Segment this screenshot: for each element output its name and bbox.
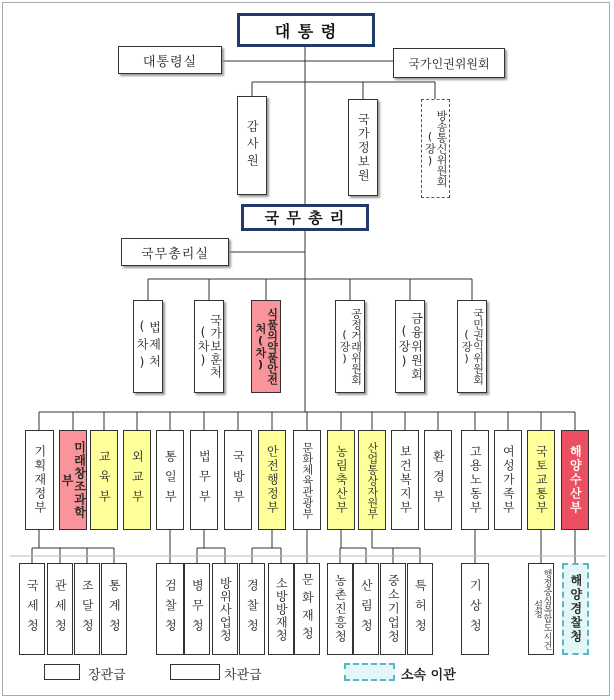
agency-prosecution: 검찰청 xyxy=(156,563,184,655)
legend-minister-label: 장관급 xyxy=(88,668,126,683)
pm-office-box: 국무총리실 xyxy=(121,238,229,266)
agency-rural-development: 농촌진흥청 xyxy=(327,563,353,655)
ministry-environment: 환경부 xyxy=(424,430,452,530)
president-office-box: 대통령실 xyxy=(118,46,222,74)
legislation-ministry-box: 법제처(차) xyxy=(133,300,163,393)
ministry-employment-labor: 고용노동부 xyxy=(461,430,489,530)
veterans-ministry-box: 국가보훈처(차) xyxy=(194,300,224,393)
agency-statistics: 통계청 xyxy=(101,563,127,655)
ministry-foreign-affairs: 외교부 xyxy=(123,430,151,530)
ministry-land-transport: 국토교통부 xyxy=(527,430,555,530)
fair-trade-commission-box: 공정거래위원회(장) xyxy=(335,300,365,393)
legend-minister-swatch xyxy=(44,664,80,680)
civil-rights-commission-box: 국민권익위원회(장) xyxy=(457,300,487,393)
ministry-culture-sports-tourism: 문화체육관광부 xyxy=(293,430,321,530)
agency-defense-acquisition: 방위사업청 xyxy=(212,563,238,655)
agency-customs: 관세청 xyxy=(47,563,73,655)
ministry-oceans-fisheries: 해양수산부 xyxy=(561,430,589,530)
agency-procurement: 조달청 xyxy=(74,563,100,655)
ministry-defense: 국방부 xyxy=(224,430,252,530)
ministry-strategy-finance: 기획재정부 xyxy=(25,430,54,530)
ministry-security-public-admin: 안전행정부 xyxy=(258,430,286,530)
ministry-education: 교육부 xyxy=(90,430,118,530)
agency-multifunctional-city: 행정중심복합도시건설청 xyxy=(528,563,554,655)
ministry-agriculture: 농림축산부 xyxy=(327,430,355,530)
ministry-health-welfare: 보건복지부 xyxy=(391,430,419,530)
agency-coast-guard: 해양경찰청 xyxy=(562,563,589,655)
audit-board-box: 감사원 xyxy=(237,96,267,195)
president-box: 대 통 령 xyxy=(237,13,375,47)
legend-affiliated-swatch xyxy=(344,663,395,681)
ministry-trade-industry-energy: 산업통상자원부 xyxy=(358,430,386,530)
agency-forest-service: 산림청 xyxy=(353,563,379,655)
ministry-gender-family: 여성가족부 xyxy=(494,430,522,530)
legend-affiliated-label: 소속 이관 xyxy=(401,668,456,683)
agency-cultural-heritage: 문화재청 xyxy=(294,563,320,655)
human-rights-commission-box: 국가인권위원회 xyxy=(393,48,505,78)
legend-vice-swatch xyxy=(170,664,220,680)
agency-national-tax: 국세청 xyxy=(19,563,45,655)
agency-emergency-management: 소방방재청 xyxy=(268,563,294,655)
legend-vice-label: 차관급 xyxy=(224,668,262,683)
prime-minister-box: 국 무 총 리 xyxy=(241,204,369,231)
food-drug-ministry-box: 식품의약품안전처(차) xyxy=(251,300,281,393)
ministry-justice: 법무부 xyxy=(190,430,218,530)
agency-meteorological: 기상청 xyxy=(461,563,489,655)
ministry-science-ict: 미래창조과학부 xyxy=(59,430,87,530)
financial-commission-box: 금융위원회(장) xyxy=(395,300,425,393)
agency-small-medium-business: 중소기업청 xyxy=(380,563,406,655)
agency-police: 경찰청 xyxy=(239,563,265,655)
agency-patent-office: 특허청 xyxy=(407,563,433,655)
intelligence-service-box: 국가정보원 xyxy=(348,99,378,196)
broadcasting-commission-box: 방송통신위원회(장) xyxy=(421,99,450,198)
ministry-unification: 통일부 xyxy=(156,430,184,530)
agency-military-manpower: 병무청 xyxy=(184,563,210,655)
